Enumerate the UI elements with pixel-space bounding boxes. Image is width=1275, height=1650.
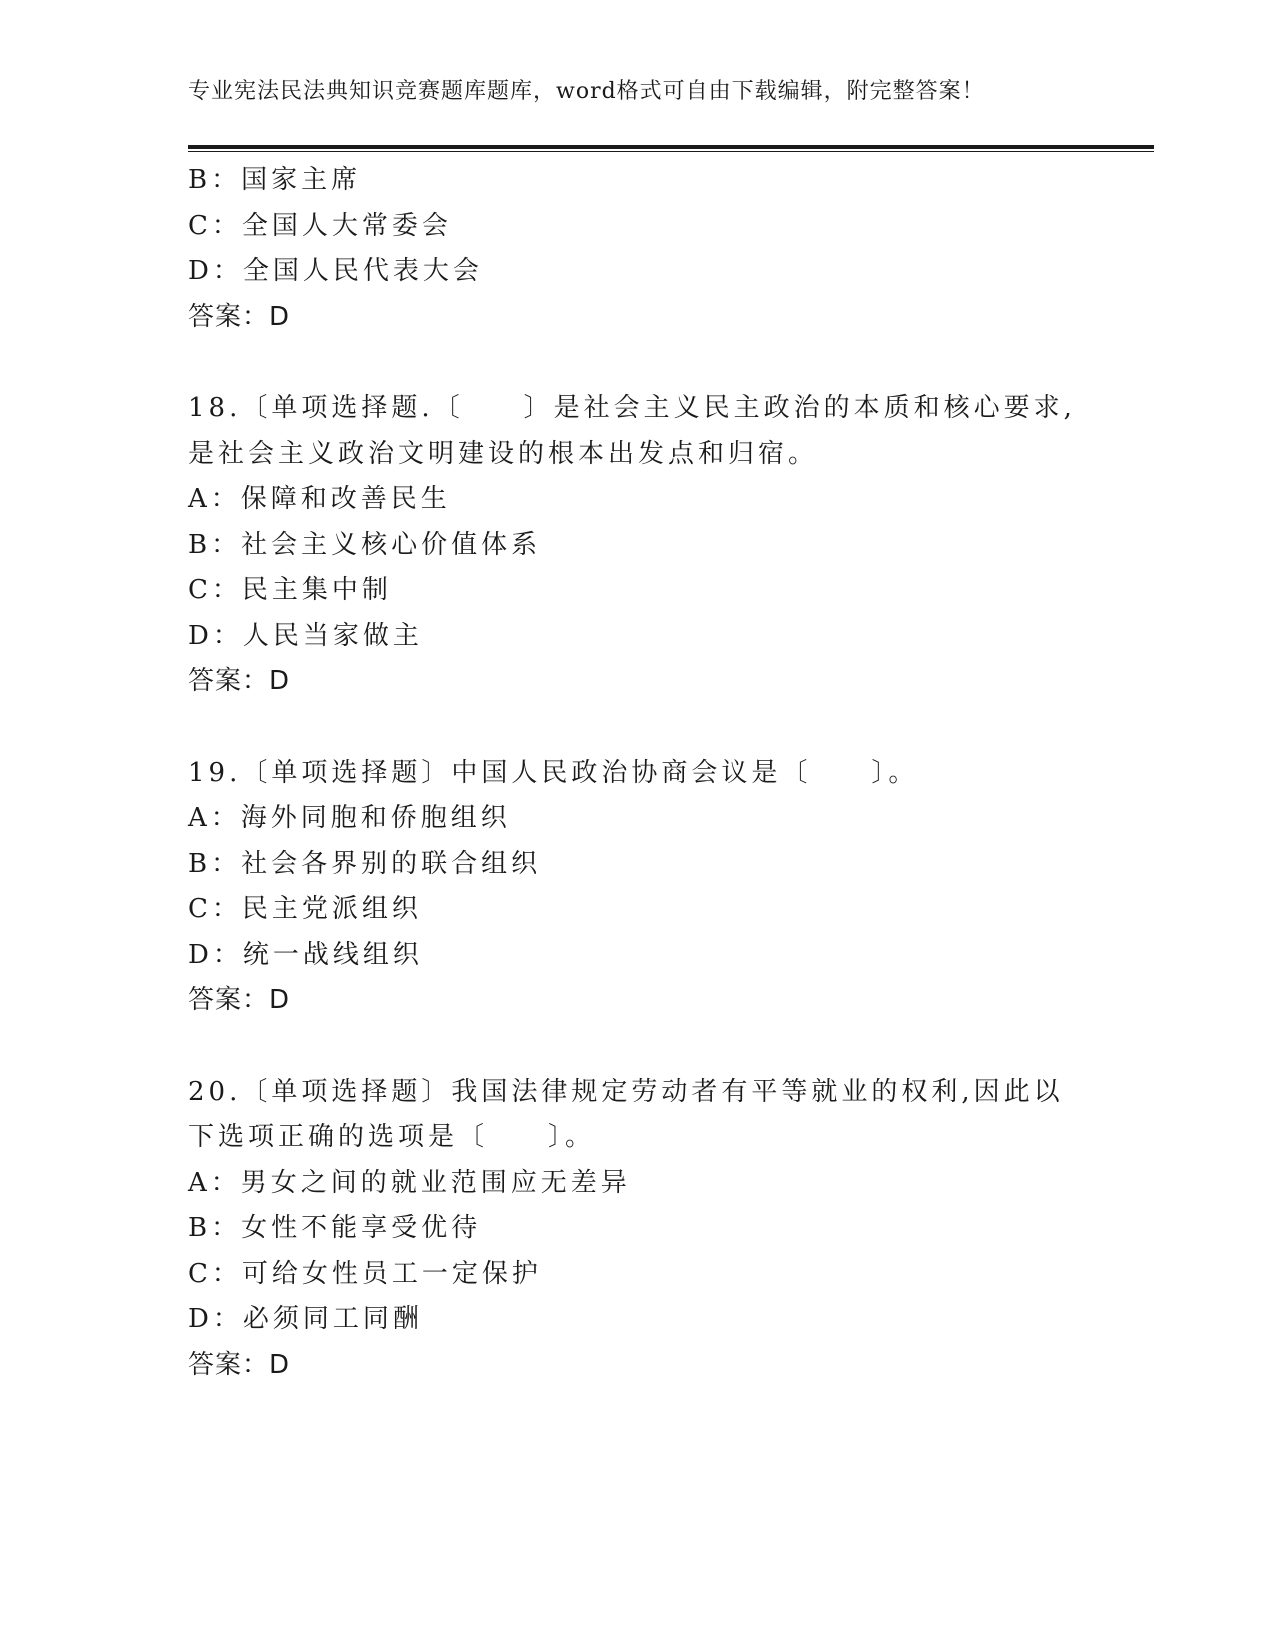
option-d: D：统一战线组织 [188,939,423,970]
option-c: C：民主集中制 [188,575,392,605]
option-b: B：国家主席 [188,165,362,195]
option-d: D：全国人民代表大会 [188,256,483,286]
question-text: 20.〔单项选择题〕我国法律规定劳动者有平等就业的权利,因此以下选项正确的选项是〔 〕。 [188,1076,1064,1152]
answer-line: 答案：D [188,301,291,332]
option-c: C：可给女性员工一定保护 [188,1258,542,1289]
question-text: 18.〔单项选择题.〔 〕是社会主义民主政治的本质和核心要求,是社会主义政治文明建设的根本出发点和归宿。 [188,393,1076,469]
option-d: D：人民当家做主 [188,620,423,651]
option-a: A：海外同胞和侨胞组织 [188,803,511,833]
option-c: C：全国人大常委会 [188,210,452,241]
option-b: B：社会主义核心价值体系 [188,529,542,560]
answer-line: 答案：D [188,666,291,696]
header-divider-thin [188,151,1154,152]
option-b: B：女性不能享受优待 [188,1213,482,1243]
option-a: A：男女之间的就业范围应无差异 [188,1167,631,1198]
header-divider-thick [188,145,1154,149]
question-block [188,751,1088,1024]
answer-line: 答案：D [188,985,291,1015]
option-b: B：社会各界别的联合组织 [188,848,542,879]
answer-line: 答案：D [188,1349,291,1380]
option-c: C：民主党派组织 [188,894,422,924]
page-header: 专业宪法民法典知识竞赛题库题库，word格式可自由下载编辑，附完整答案！ [188,79,985,104]
question-content [188,158,1088,1388]
option-a: A：保障和改善民生 [188,484,451,514]
option-d: D：必须同工同酬 [188,1304,423,1334]
question-block [188,386,1088,705]
question-block [188,1070,1088,1389]
question-text: 19.〔单项选择题〕中国人民政治协商会议是〔 〕。 [188,757,919,788]
